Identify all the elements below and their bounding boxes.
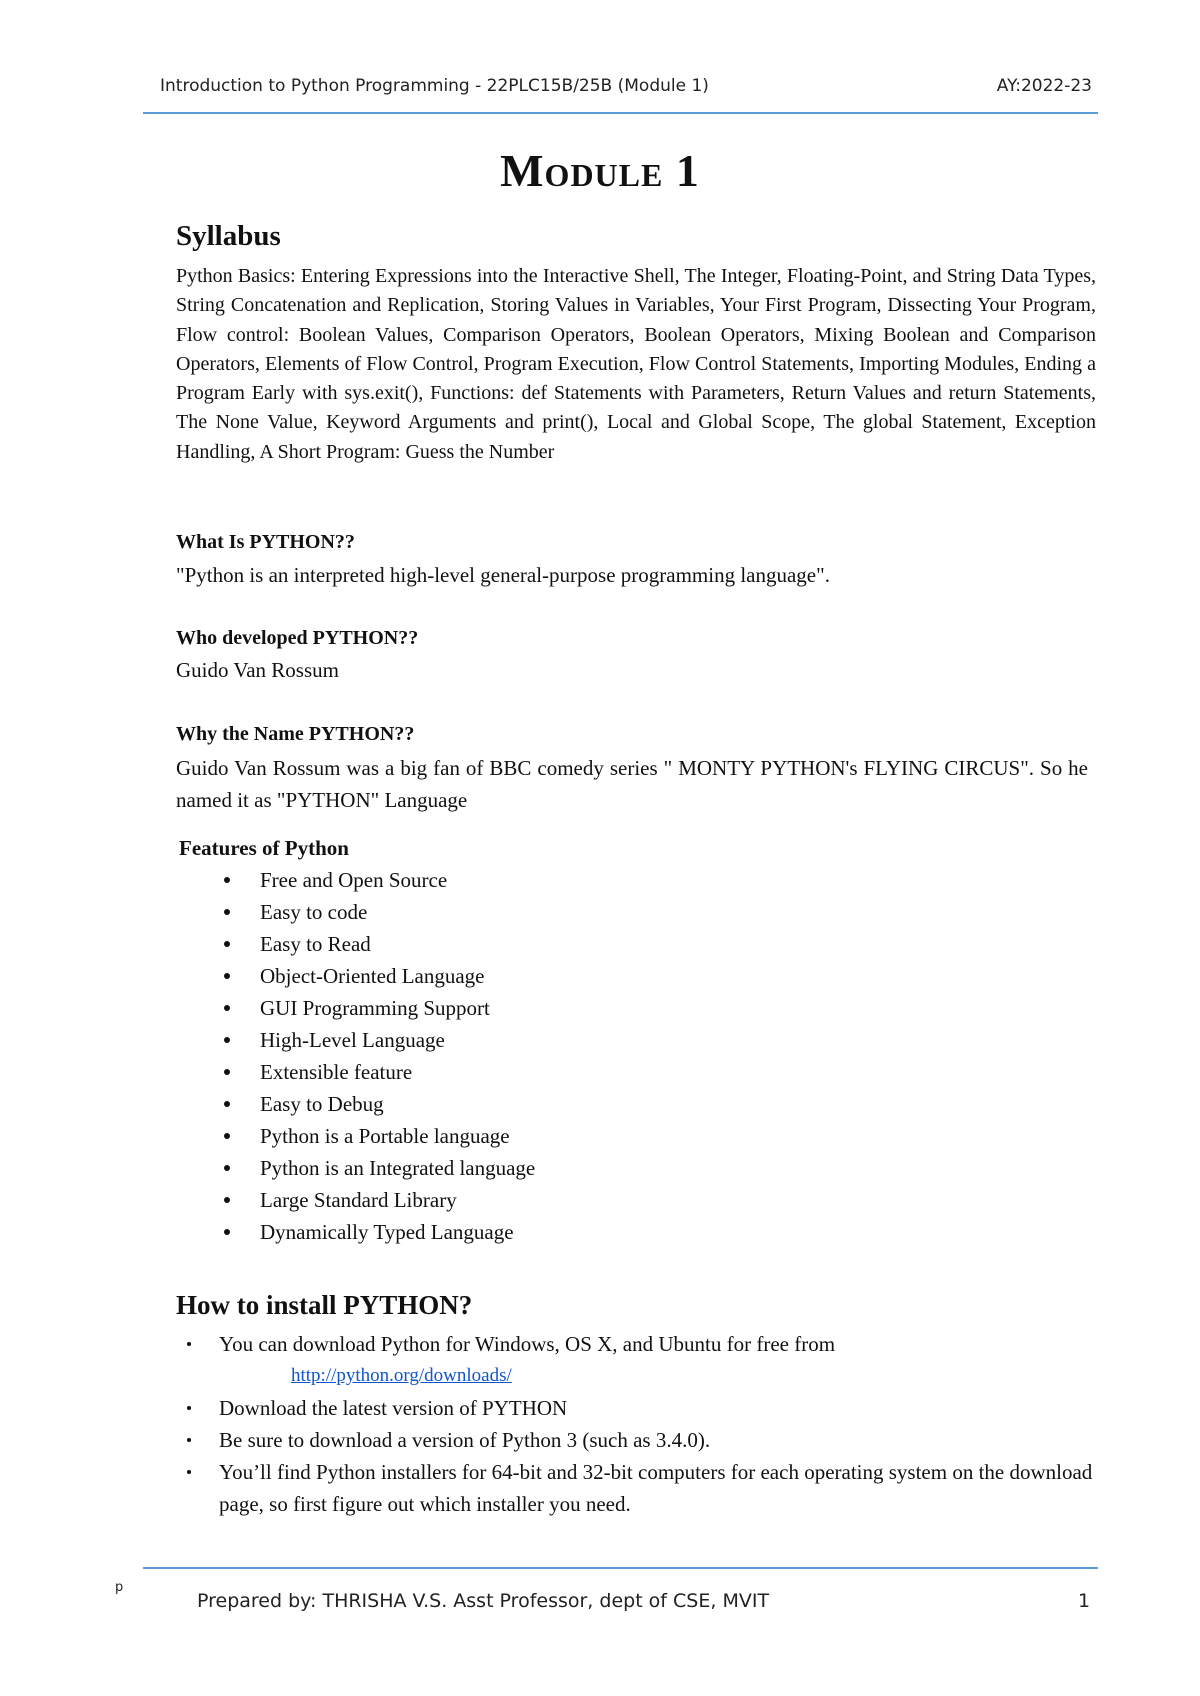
list-item: [183, 1392, 1103, 1424]
bullet-icon: [224, 1229, 230, 1235]
list-item: [222, 1184, 535, 1216]
list-item: [222, 1024, 535, 1056]
feature-label: Easy to code: [260, 900, 368, 924]
list-item: [222, 960, 535, 992]
list-item: [222, 1152, 535, 1184]
list-item: [183, 1424, 1103, 1456]
footer-prepared-by: Prepared by: THRISHA V.S. Asst Professor, dept of CSE, MVIT: [197, 1590, 770, 1612]
list-item: [183, 1456, 1103, 1520]
who-developed-heading: Who developed PYTHON??: [176, 627, 419, 649]
install-steps-list: [183, 1328, 1103, 1520]
feature-label: GUI Programming Support: [260, 996, 490, 1020]
feature-label: High-Level Language: [260, 1028, 445, 1052]
footer-divider: [143, 1567, 1098, 1569]
list-item: [222, 992, 535, 1024]
bullet-icon: [224, 1069, 230, 1075]
install-step-3: Be sure to download a version of Python 3 (such as 3.4.0).: [219, 1428, 711, 1452]
header-document-title: Introduction to Python Programming - 22PLC15B/25B (Module 1): [160, 76, 709, 96]
feature-label: Python is a Portable language: [260, 1124, 510, 1148]
python-downloads-link[interactable]: http://python.org/downloads/: [291, 1365, 512, 1386]
bullet-icon: [187, 1342, 191, 1346]
feature-label: Free and Open Source: [260, 868, 448, 892]
bullet-icon: [224, 1197, 230, 1203]
install-step-4: You’ll find Python installers for 64-bit and 32-bit computers for each operating system on the download page, so first figure out which installer you need.: [219, 1460, 1093, 1516]
feature-label: Extensible feature: [260, 1060, 413, 1084]
bullet-icon: [224, 1133, 230, 1139]
list-item: [183, 1328, 1103, 1392]
bullet-icon: [187, 1438, 191, 1442]
bullet-icon: [224, 1165, 230, 1171]
features-list: [222, 864, 535, 1248]
syllabus-heading: Syllabus: [176, 220, 281, 252]
features-heading: Features of Python: [179, 836, 349, 860]
list-item: [222, 1120, 535, 1152]
list-item: [222, 896, 535, 928]
bullet-icon: [224, 1037, 230, 1043]
header-academic-year: AY:2022-23: [996, 76, 1092, 96]
bullet-icon: [224, 909, 230, 915]
why-name-heading: Why the Name PYTHON??: [176, 723, 415, 745]
bullet-icon: [187, 1470, 191, 1474]
bullet-icon: [224, 1101, 230, 1107]
what-is-python-text: "Python is an interpreted high-level general-purpose programming language".: [176, 563, 830, 587]
feature-label: Easy to Debug: [260, 1092, 384, 1116]
install-step-2: Download the latest version of PYTHON: [219, 1396, 568, 1420]
bullet-icon: [224, 877, 230, 883]
list-item: [222, 1056, 535, 1088]
install-step-1: You can download Python for Windows, OS X, and Ubuntu for free from: [219, 1332, 836, 1356]
syllabus-text: Python Basics: Entering Expressions into the Interactive Shell, The Integer, Floating-Point, and String Data Types, String Concatenation and Replication, Storing Values in Variables, Your First Program, Dissecting Your Program, Flow control: Boolean Values, Comparison Operators, Boolean Operators, Mixing Boolean and Comparison Operators, Elements of Flow Control, Program Execution, Flow Control Statements, Importing Modules, Ending a Program Early with sys.exit(), Functions: def Statements with Parameters, Return Values and return Statements, The None Value, Keyword Arguments and print(), Local and Global Scope, The global Statement, Exception Handling, A Short Program: Guess the Number: [176, 265, 1096, 463]
bullet-icon: [224, 941, 230, 947]
page-number: 1: [1078, 1590, 1091, 1612]
list-item: [222, 864, 535, 896]
footer-marker: p: [115, 1580, 124, 1595]
bullet-icon: [224, 973, 230, 979]
why-name-text: Guido Van Rossum was a big fan of BBC comedy series " MONTY PYTHON's FLYING CIRCUS". So he named it as "PYTHON" Language: [176, 756, 1088, 812]
list-item: [222, 1216, 535, 1248]
install-heading: How to install PYTHON?: [176, 1290, 473, 1320]
who-developed-text: Guido Van Rossum: [176, 658, 339, 682]
feature-label: Dynamically Typed Language: [260, 1220, 514, 1244]
feature-label: Object-Oriented Language: [260, 964, 485, 988]
what-is-python-heading: What Is PYTHON??: [176, 531, 355, 553]
header-divider: [143, 112, 1098, 114]
list-item: [222, 928, 535, 960]
feature-label: Python is an Integrated language: [260, 1156, 536, 1180]
bullet-icon: [187, 1406, 191, 1410]
feature-label: Easy to Read: [260, 932, 371, 956]
module-title: Module 1: [500, 145, 700, 196]
feature-label: Large Standard Library: [260, 1188, 457, 1212]
list-item: [222, 1088, 535, 1120]
bullet-icon: [224, 1005, 230, 1011]
